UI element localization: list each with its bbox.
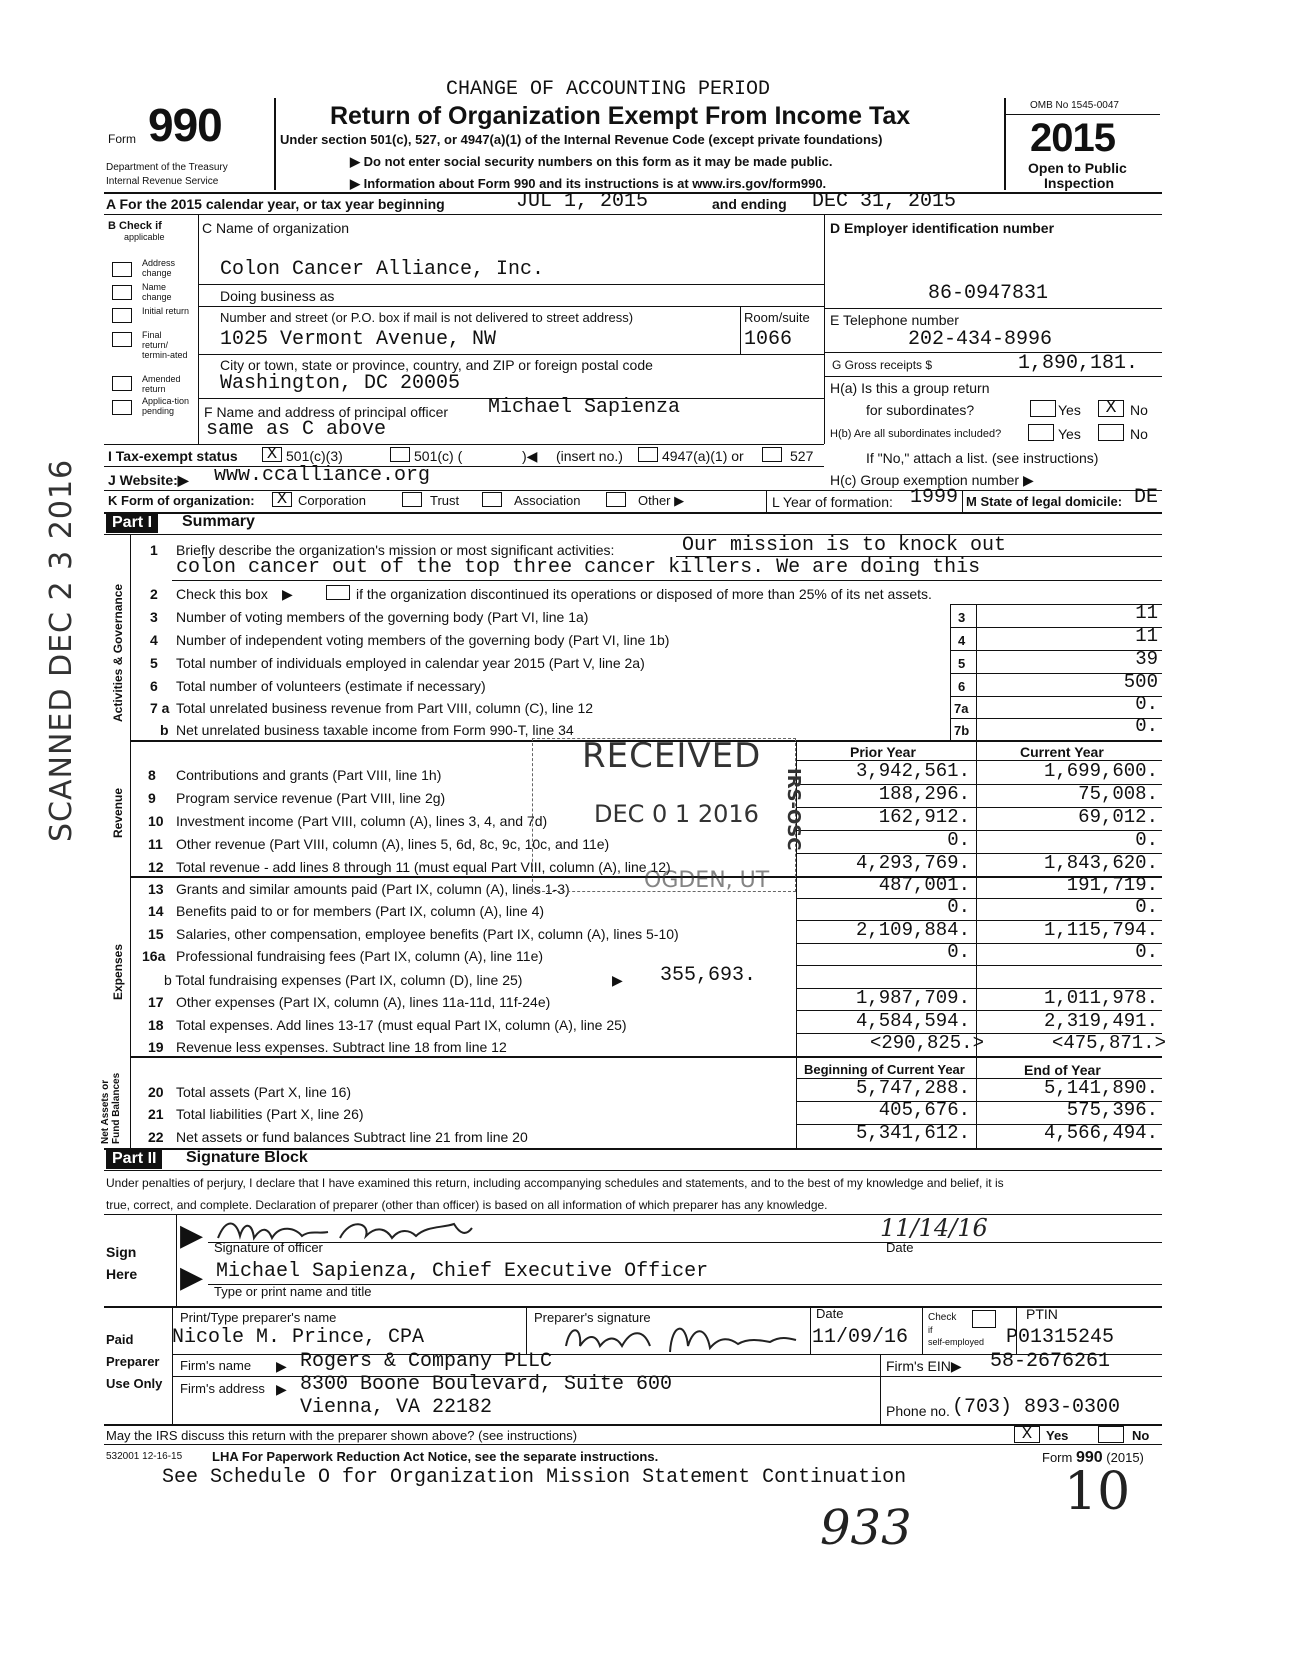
address-change-label: Address change (142, 258, 176, 278)
line-number: 21 (148, 1106, 164, 1122)
org-name-label: C Name of organization (202, 220, 350, 236)
exp-line-text: Revenue less expenses. Subtract line 18 from line 12 (176, 1039, 507, 1055)
website-label: J Website:▶ (108, 472, 189, 488)
arrow-right-icon: ▶ (674, 493, 685, 508)
part2-title: Signature Block (186, 1149, 308, 1166)
box-b-title: B Check if (108, 220, 162, 232)
perjury-text-1: Under penalties of perjury, I declare that I have examined this return, including accompanying schedules and statements, and to the best of my knowledge and belief, it is (106, 1176, 1004, 1190)
tax-year-begin: JUL 1, 2015 (516, 190, 649, 213)
part1-title: Summary (182, 513, 255, 530)
association-label: Association (514, 493, 581, 508)
final-return-label: Final return/ termin-ated (142, 330, 188, 360)
firm-address-1: 8300 Boone Boulevard, Suite 600 (300, 1373, 673, 1396)
tax-year-end: DEC 31, 2015 (812, 190, 957, 213)
rev-current: 1,843,620. (1043, 852, 1158, 874)
attach-list-note: If "No," attach a list. (see instructions) (866, 450, 1099, 466)
state-domicile-label: M State of legal domicile: (966, 494, 1123, 509)
501c-close: )◀ (522, 448, 538, 464)
street-address: 1025 Vermont Avenue, NW (220, 328, 497, 351)
arrow-right-icon: ▶ (282, 586, 293, 602)
501c3-checkbox[interactable]: X (262, 447, 282, 462)
gross-receipts-label: G Gross receipts $ (832, 358, 933, 372)
gov-box: 7b (954, 723, 970, 738)
name-change-label: Name change (142, 282, 172, 302)
rev-current: 69,012. (1078, 806, 1158, 828)
exp-current: 191,719. (1066, 874, 1158, 896)
gov-value: 0. (1135, 693, 1158, 715)
line-number: 8 (148, 767, 156, 783)
subordinates-no-checkbox[interactable] (1098, 424, 1124, 441)
gov-box: 5 (958, 656, 966, 671)
line-number: 15 (148, 926, 164, 942)
corporation-label: Corporation (298, 493, 366, 508)
omb-number: OMB No 1545-0047 (1030, 100, 1119, 111)
arrow-right-icon: ▶ (180, 1261, 204, 1294)
exp-line-text: Other expenses (Part IX, column (A), lines 11a-11d, 11f-24e) (176, 994, 551, 1010)
col-prior-year: Prior Year (850, 744, 916, 760)
4947-label: 4947(a)(1) or (662, 448, 744, 464)
501c-label: 501(c) ( (414, 448, 463, 464)
type-print-label: Type or print name and title (214, 1284, 372, 1299)
gov-line-text: Total number of individuals employed in calendar year 2015 (Part V, line 2a) (176, 655, 645, 671)
trust-checkbox[interactable] (402, 492, 422, 507)
line-number: 22 (148, 1129, 164, 1145)
part1-label: Part I (106, 513, 158, 533)
city-label: City or town, state or province, country, and ZIP or foreign postal code (220, 357, 653, 373)
website-value[interactable]: www.ccalliance.org (214, 464, 431, 487)
form-of-org-label: K Form of organization: (108, 493, 255, 508)
self-employed-checkbox[interactable] (972, 1310, 996, 1328)
4947-checkbox[interactable] (638, 447, 658, 462)
perjury-text-2: true, correct, and complete. Declaration of preparer (other than officer) is based on all information of which preparer has any knowledge. (106, 1198, 828, 1212)
scanned-stamp: SCANNED DEC 2 3 2016 (44, 458, 79, 842)
mission-text-1: Our mission is to knock out (682, 534, 1007, 557)
exp-current: 1,011,978. (1043, 987, 1158, 1009)
exp-prior: 0. (947, 896, 970, 918)
exp-line-text: Professional fundraising fees (Part IX, column (A), line 11e) (176, 948, 544, 964)
exp-current: 1,115,794. (1043, 919, 1158, 941)
fundraising-expenses-label: b Total fundraising expenses (Part IX, column (D), line 25) (164, 972, 523, 988)
net-line-text: Net assets or fund balances Subtract line 21 from line 20 (176, 1129, 528, 1145)
city-address: Washington, DC 20005 (220, 372, 461, 395)
exp-prior: 487,001. (878, 874, 970, 896)
line-number: 9 (148, 790, 156, 806)
year-formation-label: L Year of formation: (772, 494, 893, 510)
gov-box: 3 (958, 610, 966, 625)
gov-line-text: Total unrelated business revenue from Part VIII, column (C), line 12 (176, 700, 594, 716)
other-label: Other ▶ (638, 493, 685, 508)
line-number: 19 (148, 1039, 164, 1055)
signature-date-label: Date (886, 1240, 914, 1255)
arrow-right-icon: ▶ (950, 1358, 962, 1374)
group-return-no-checkbox[interactable]: X (1098, 400, 1124, 417)
501c3-label: 501(c)(3) (286, 448, 343, 464)
gov-value: 0. (1135, 715, 1158, 737)
rev-line-text: Contributions and grants (Part VIII, line 1h) (176, 767, 442, 783)
gov-line-text: Number of independent voting members of the governing body (Part VI, line 1b) (176, 632, 670, 648)
tax-year: 2015 (1030, 116, 1115, 160)
association-checkbox[interactable] (482, 492, 502, 507)
rev-prior: 0. (947, 829, 970, 851)
officer-label: F Name and address of principal officer (204, 404, 449, 420)
firm-address-2: Vienna, VA 22182 (300, 1396, 493, 1419)
net-line-text: Total assets (Part X, line 16) (176, 1084, 352, 1100)
officer-name-title: Michael Sapienza, Chief Executive Officer (216, 1260, 709, 1283)
exp-prior: 0. (947, 941, 970, 963)
arrow-right-icon: ▶ (1022, 472, 1034, 488)
net-end: 5,141,890. (1043, 1077, 1158, 1099)
firm-phone-label: Phone no. (886, 1403, 950, 1419)
street-label: Number and street (or P.O. box if mail is not delivered to street address) (220, 310, 634, 325)
dept-treasury: Department of the Treasury (106, 162, 228, 173)
net-begin: 405,676. (878, 1099, 970, 1121)
irs-osc-stamp: IRS-OSC (783, 768, 804, 851)
group-return-yes-checkbox[interactable] (1030, 400, 1056, 417)
amended-return-label: Amended return (142, 374, 181, 394)
schedule-o-note: See Schedule O for Organization Mission Statement Continuation (162, 1466, 907, 1489)
rev-prior: 188,296. (878, 783, 970, 805)
gov-line-text: Total number of volunteers (estimate if necessary) (176, 678, 486, 694)
ogden-stamp: OGDEN, UT (644, 868, 770, 893)
corporation-checkbox[interactable]: X (272, 492, 292, 507)
gov-value: 500 (1123, 671, 1158, 693)
check-label: Check (928, 1312, 957, 1323)
subordinates-yes-label: Yes (1058, 426, 1081, 442)
line2-text-b: if the organization discontinued its operations or disposed of more than 25% of its net assets. (356, 586, 932, 602)
discuss-yes-checkbox[interactable]: X (1014, 1426, 1040, 1443)
gov-value: 11 (1135, 625, 1158, 647)
preparer-label: Preparer (106, 1354, 160, 1369)
line-number: 20 (148, 1084, 164, 1100)
inspection: Inspection (1044, 175, 1115, 191)
side-label-expenses: Expenses (111, 943, 125, 1000)
officer-name: Michael Sapienza (488, 396, 681, 419)
rev-prior: 3,942,561. (855, 760, 970, 782)
discuss-no-label: No (1132, 1428, 1150, 1443)
line-number: 5 (150, 655, 158, 671)
irs-discuss-question: May the IRS discuss this return with the preparer shown above? (see instructions) (106, 1428, 578, 1443)
initial-return-checkbox[interactable] (112, 308, 132, 323)
handwritten-number-2: 10 (1064, 1462, 1131, 1522)
received-date-stamp: DEC 0 1 2016 (594, 800, 759, 828)
room-label: Room/suite (744, 310, 810, 325)
gov-value: 39 (1135, 648, 1158, 670)
officer-sign-date: 11/14/16 (880, 1214, 988, 1242)
and-ending-label: and ending (712, 196, 787, 212)
net-begin: 5,747,288. (855, 1077, 970, 1099)
ein-label: D Employer identification number (830, 220, 1055, 236)
line-number: 16a (142, 948, 166, 964)
exp-current: 0. (1135, 896, 1158, 918)
discontinued-checkbox[interactable] (326, 585, 350, 600)
form-code: 532001 12-16-15 (106, 1451, 183, 1462)
net-end: 575,396. (1066, 1099, 1158, 1121)
gov-line-text: Number of voting members of the governing body (Part VI, line 1a) (176, 609, 589, 625)
discuss-yes-label: Yes (1046, 1428, 1069, 1443)
preparer-date-label: Date (816, 1306, 844, 1321)
trust-label: Trust (430, 493, 460, 508)
firm-phone: (703) 893-0300 (952, 1396, 1121, 1419)
exp-line-text: Salaries, other compensation, employee benefits (Part IX, column (A), lines 5-10) (176, 926, 679, 942)
amended-return-checkbox[interactable] (112, 376, 132, 391)
line-a-label: A For the 2015 calendar year, or tax year beginning (106, 196, 445, 212)
self-employed-label: self-employed (928, 1337, 985, 1347)
arrow-right-icon: ▶ (350, 154, 360, 169)
net-begin: 5,341,612. (855, 1122, 970, 1144)
change-period-note: CHANGE OF ACCOUNTING PERIOD (446, 78, 771, 101)
line-number: 11 (148, 836, 163, 852)
exp-prior: 1,987,709. (855, 987, 970, 1009)
501c-checkbox[interactable] (390, 447, 410, 462)
mission-label: Briefly describe the organization's mission or most significant activities: (176, 542, 615, 558)
preparer-signature-label: Preparer's signature (534, 1310, 651, 1325)
lha-notice: LHA For Paperwork Reduction Act Notice, see the separate instructions. (212, 1449, 659, 1464)
arrow-right-icon: ▶ (612, 972, 623, 988)
received-stamp: RECEIVED (582, 736, 762, 776)
line-number: 13 (148, 881, 164, 897)
firm-ein: 58-2676261 (990, 1350, 1111, 1373)
firm-name: Rogers & Company PLLC (300, 1350, 553, 1373)
subordinates-yes-checkbox[interactable] (1028, 424, 1054, 441)
group-return-no-label: No (1130, 402, 1148, 418)
arrow-right-icon: ▶ (350, 176, 360, 191)
form-reference: Form 990 (2015) (1042, 1449, 1144, 1466)
sign-label: Sign (106, 1244, 137, 1260)
use-only-label: Use Only (106, 1376, 163, 1391)
preparer-name-label: Print/Type preparer's name (180, 1310, 337, 1325)
state-domicile: DE (1134, 486, 1159, 509)
gov-value: 11 (1135, 602, 1158, 624)
dba-label: Doing business as (220, 288, 335, 304)
rev-current: 0. (1135, 829, 1158, 851)
exp-current: 0. (1135, 941, 1158, 963)
subordinates-included-label: H(b) Are all subordinates included? (830, 428, 1002, 440)
mission-text-2: colon cancer out of the top three cancer killers. We are doing this (176, 556, 981, 579)
exp-prior: 2,109,884. (855, 919, 970, 941)
irs-label: Internal Revenue Service (106, 176, 219, 187)
paid-label: Paid (106, 1332, 134, 1347)
open-public: Open to Public (1028, 160, 1127, 176)
final-return-checkbox[interactable] (112, 332, 132, 347)
firm-address-label: Firm's address (180, 1381, 265, 1396)
side-label-net-assets: Net Assets or Fund Balances (100, 1072, 122, 1144)
form-number: 990 (148, 99, 222, 151)
application-pending-checkbox[interactable] (112, 400, 132, 415)
net-end: 4,566,494. (1043, 1122, 1158, 1144)
box-b-title2: applicable (124, 232, 165, 242)
line-number: 18 (148, 1017, 164, 1033)
rev-line-text: Other revenue (Part VIII, column (A), lines 5, 6d, 8c, 9c, 10c, and 11e) (176, 836, 610, 852)
side-label-governance: Activities & Governance (111, 583, 125, 722)
exp-line-text: Grants and similar amounts paid (Part IX, column (A), lines 1-3) (176, 881, 570, 897)
notice-ssn: ▶ Do not enter social security numbers on this form as it may be made public. (350, 154, 833, 169)
527-label: 527 (790, 448, 814, 464)
discuss-no-checkbox[interactable] (1098, 1426, 1124, 1443)
line2-text-a: Check this box (176, 586, 268, 602)
here-label: Here (106, 1266, 138, 1282)
application-pending-label: Applica-tion pending (142, 396, 190, 416)
group-return-label: H(a) Is this a group return (830, 380, 990, 396)
line-number: 14 (148, 903, 164, 919)
officer-address: same as C above (206, 418, 387, 441)
preparer-ptin: P01315245 (1006, 1326, 1115, 1349)
rev-prior: 162,912. (878, 806, 970, 828)
year-formation: 1999 (910, 486, 959, 509)
net-line-text: Total liabilities (Part X, line 26) (176, 1106, 364, 1122)
col-end-year: End of Year (1024, 1062, 1101, 1078)
subordinates-no-label: No (1130, 426, 1148, 442)
notice-info: ▶ Information about Form 990 and its instructions is at www.irs.gov/form990. (350, 176, 827, 191)
other-checkbox[interactable] (606, 492, 626, 507)
if-label: if (928, 1325, 933, 1335)
gov-line-text: Net unrelated business taxable income from Form 990-T, line 34 (176, 722, 574, 738)
line-number: 6 (150, 678, 158, 694)
line-number: 4 (150, 632, 158, 648)
line-number: b (160, 722, 169, 738)
org-name: Colon Cancer Alliance, Inc. (220, 258, 545, 281)
line-number: 10 (148, 813, 164, 829)
rev-current: 1,699,600. (1043, 760, 1158, 782)
exp-line-text: Benefits paid to or for members (Part IX, column (A), line 4) (176, 903, 545, 919)
arrow-right-icon: ▶ (276, 1358, 287, 1374)
firm-name-label: Firm's name (180, 1358, 252, 1373)
rev-line-text: Investment income (Part VIII, column (A), lines 3, 4, and 7d) (176, 813, 548, 829)
gross-receipts-value: 1,890,181. (1018, 352, 1139, 375)
group-return-yes-label: Yes (1058, 402, 1081, 418)
part2-label: Part II (106, 1149, 162, 1169)
firm-ein-label: Firm's EIN▶ (886, 1358, 962, 1374)
arrow-right-icon: ▶ (180, 1219, 204, 1252)
handwritten-number: 933 (820, 1500, 912, 1556)
form-word: Form (108, 132, 136, 146)
gov-box: 7a (954, 701, 969, 716)
rev-line-text: Program service revenue (Part VIII, line 2g) (176, 790, 446, 806)
arrow-right-icon: ▶ (276, 1381, 287, 1397)
gov-box: 6 (958, 679, 966, 694)
name-change-checkbox[interactable] (112, 285, 132, 300)
fundraising-expenses-value: 355,693. (660, 964, 757, 987)
address-change-checkbox[interactable] (112, 262, 132, 277)
arrow-left-icon: ◀ (526, 448, 538, 464)
org-phone: 202-434-8996 (908, 328, 1053, 351)
form-subtitle: Under section 501(c), 527, or 4947(a)(1) of the Internal Revenue Code (except private foundations) (280, 132, 883, 147)
phone-label: E Telephone number (830, 312, 959, 328)
initial-return-label: Initial return (142, 306, 190, 316)
insert-no-label: (insert no.) (556, 448, 623, 464)
gov-box: 4 (958, 633, 966, 648)
subordinates-label: for subordinates? (866, 402, 975, 418)
line-number: 3 (150, 609, 158, 625)
tax-exempt-label: I Tax-exempt status (108, 448, 238, 464)
preparer-date: 11/09/16 (812, 1326, 909, 1349)
preparer-name: Nicole M. Prince, CPA (172, 1326, 425, 1349)
rev-current: 75,008. (1078, 783, 1158, 805)
arrow-right-icon: ▶ (177, 472, 189, 488)
exp-prior: <290,825.> (869, 1032, 984, 1054)
line-number: 17 (148, 994, 164, 1010)
rev-prior: 4,293,769. (855, 852, 970, 874)
ein-value: 86-0947831 (928, 282, 1049, 305)
exp-current: <475,871.> (1051, 1032, 1166, 1054)
line-number: 12 (148, 859, 164, 875)
exp-current: 2,319,491. (1043, 1010, 1158, 1032)
side-label-revenue: Revenue (111, 787, 125, 838)
line-number: 7 a (150, 700, 170, 716)
col-beginning-year: Beginning of Current Year (804, 1062, 965, 1077)
rev-line-text: Total revenue - add lines 8 through 11 (must equal Part VIII, column (A), line 12) (176, 859, 671, 875)
ptin-label: PTIN (1026, 1306, 1058, 1322)
signature-officer-label: Signature of officer (214, 1240, 323, 1255)
room-number: 1066 (744, 328, 793, 351)
form-title: Return of Organization Exempt From Income Tax (330, 102, 911, 130)
527-checkbox[interactable] (762, 447, 782, 462)
group-exemption-label: H(c) Group exemption number ▶ (830, 472, 1034, 488)
exp-prior: 4,584,594. (855, 1010, 970, 1032)
exp-line-text: Total expenses. Add lines 13-17 (must equal Part IX, column (A), line 25) (176, 1017, 627, 1033)
col-current-year: Current Year (1020, 744, 1104, 760)
